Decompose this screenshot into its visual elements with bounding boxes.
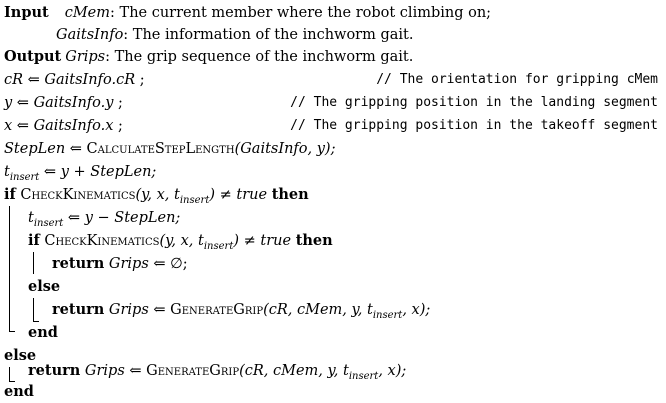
neq-symbol: ≠ bbox=[215, 187, 237, 203]
tinsert-minus-line bbox=[28, 207, 180, 229]
steplen-var: StepLen bbox=[4, 141, 66, 157]
assign-arrow: ⇐ bbox=[63, 210, 85, 226]
outer-if-bar bbox=[9, 206, 10, 332]
generate-grip-fn: GenerateGrip bbox=[170, 302, 264, 318]
gen-args: (cR, cMem, y, t bbox=[263, 302, 373, 318]
if-keyword: if bbox=[4, 186, 16, 203]
inner-then-bar bbox=[33, 252, 34, 274]
end-keyword: end bbox=[4, 383, 34, 400]
cr-value: GaitsInfo.cR bbox=[44, 72, 136, 88]
gaitsinfo-desc: : The information of the inchworm gait. bbox=[123, 27, 414, 43]
outer-if-tick bbox=[9, 331, 15, 332]
check-kinematics-fn: CheckKinematics bbox=[20, 187, 136, 203]
calc-steplen-args: (GaitsInfo, y); bbox=[234, 141, 336, 157]
end-keyword: end bbox=[28, 324, 58, 341]
x-value: GaitsInfo.x bbox=[33, 118, 114, 134]
true-word: true bbox=[260, 233, 292, 249]
gen-sub: insert bbox=[348, 370, 379, 382]
if-inner-line bbox=[28, 230, 333, 252]
outer-end-line bbox=[4, 381, 34, 403]
tinsert-sub: insert bbox=[9, 171, 40, 183]
gen-args-end: , x); bbox=[402, 302, 431, 318]
output-keyword: Output bbox=[4, 48, 62, 65]
assign-arrow: ⇐ bbox=[65, 141, 87, 157]
check-args: (y, x, t bbox=[159, 233, 204, 249]
check-args: (y, x, t bbox=[135, 187, 180, 203]
tinsert-line bbox=[4, 161, 156, 183]
inner-end-line bbox=[28, 322, 58, 344]
grips-name: Grips bbox=[65, 49, 106, 65]
gaitsinfo-name: GaitsInfo bbox=[56, 27, 124, 43]
grips-var: Grips bbox=[108, 256, 149, 272]
then-keyword: then bbox=[271, 186, 309, 203]
then-keyword: then bbox=[295, 232, 333, 249]
return-generate-outer-line bbox=[28, 360, 406, 382]
gen-sub: insert bbox=[372, 309, 403, 321]
gaitsinfo-line bbox=[56, 24, 413, 46]
calc-steplen-fn: CalculateStepLength bbox=[86, 141, 235, 157]
inner-else-bar bbox=[33, 298, 34, 322]
assign-arrow: ⇐ bbox=[148, 302, 171, 318]
x-line: x ⇐ GaitsInfo.x ; // The gripping position in the takeoff segment bbox=[4, 115, 664, 137]
return-keyword: return bbox=[28, 362, 81, 379]
tinsert-minus-value: y − StepLen; bbox=[84, 210, 181, 226]
tinsert-var: t bbox=[4, 164, 10, 180]
cr-comment: // The orientation for gripping cMem bbox=[376, 72, 658, 87]
cr-line: cR ⇐ GaitsInfo.cR ; // The orientation for gripping cMem bbox=[4, 69, 664, 91]
return-keyword: return bbox=[52, 301, 105, 318]
tinsert-value: y + StepLen; bbox=[60, 164, 157, 180]
cmem-desc: : The current member where the robot climbing on; bbox=[110, 5, 492, 21]
return-keyword: return bbox=[52, 255, 105, 272]
output-line bbox=[4, 46, 413, 68]
emptyset-symbol: ∅; bbox=[170, 256, 188, 272]
tinsert-sub: insert bbox=[33, 217, 64, 229]
y-value: GaitsInfo.y bbox=[33, 95, 114, 111]
y-var: y bbox=[4, 95, 13, 111]
check-args-end: ) bbox=[209, 187, 216, 203]
assign-arrow: ⇐ bbox=[124, 363, 147, 379]
x-var: x bbox=[4, 118, 13, 134]
grips-var: Grips bbox=[84, 363, 125, 379]
inner-else-line bbox=[28, 276, 60, 298]
if-keyword: if bbox=[28, 232, 40, 249]
generate-grip-fn: GenerateGrip bbox=[146, 363, 240, 379]
input-keyword: Input bbox=[4, 4, 49, 21]
true-word: true bbox=[236, 187, 268, 203]
y-line: y ⇐ GaitsInfo.y ; // The gripping position in the landing segment bbox=[4, 92, 664, 114]
assign-arrow: ⇐ bbox=[12, 95, 34, 111]
grips-desc: : The grip sequence of the inchworm gait. bbox=[105, 49, 414, 65]
outer-else-bar bbox=[9, 367, 10, 382]
tinsert-var: t bbox=[28, 210, 34, 226]
assign-arrow: ⇐ bbox=[39, 164, 61, 180]
check-sub: insert bbox=[179, 194, 210, 206]
steplen-line bbox=[4, 138, 335, 160]
cr-var: cR bbox=[4, 72, 24, 88]
grips-var: Grips bbox=[108, 302, 149, 318]
else-keyword: else bbox=[28, 278, 61, 295]
neq-symbol: ≠ bbox=[239, 233, 261, 249]
gen-args: (cR, cMem, y, t bbox=[239, 363, 349, 379]
assign-arrow: ⇐ bbox=[148, 256, 171, 272]
cmem-name: cMem bbox=[64, 5, 111, 21]
gen-args-end: , x); bbox=[378, 363, 407, 379]
if-outer-line bbox=[4, 184, 309, 206]
return-generate-inner-line bbox=[52, 299, 430, 321]
return-empty-line bbox=[52, 253, 188, 275]
else-keyword: else bbox=[4, 347, 37, 364]
assign-arrow: ⇐ bbox=[23, 72, 45, 88]
check-kinematics-fn: CheckKinematics bbox=[44, 233, 160, 249]
input-line bbox=[4, 2, 491, 24]
check-args-end: ) bbox=[233, 233, 240, 249]
y-comment: // The gripping position in the landing segment bbox=[290, 95, 658, 110]
check-sub: insert bbox=[203, 240, 234, 252]
x-comment: // The gripping position in the takeoff segment bbox=[290, 118, 658, 133]
assign-arrow: ⇐ bbox=[12, 118, 34, 134]
